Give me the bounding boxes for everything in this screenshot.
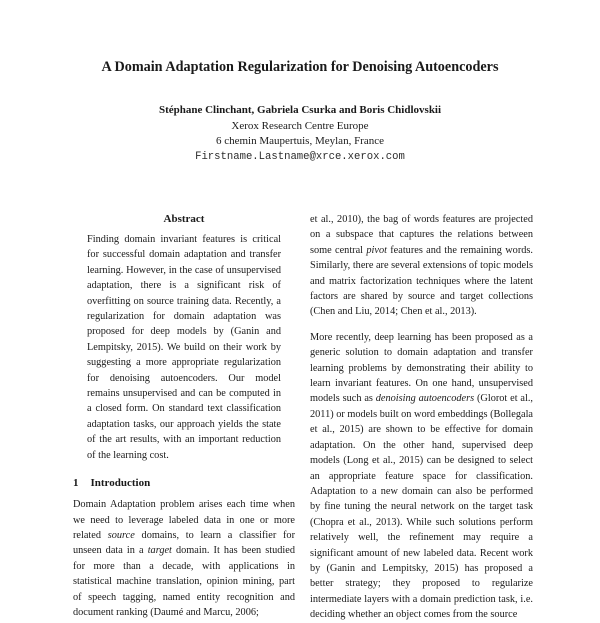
- left-column: [73, 212, 295, 620]
- right-paragraph-2: More recently, deep learning has been proposed as a generic solution to domain adaptation and transfer learning problems by demonstrating their ability to learn invariant features. On one hand, unsupervised models such as denoising autoencoders (Glorot et al., 2011) or models built on word embeddings (Bollegala et al., 2015) are shown to be effective for domain adaptation. On the other hand, supervised deep models (Long et al., 2015) can be designed to select an appropriate feature space for classification. Adaptation to a new domain can also be performed by fine tuning the neural network on the target task (Chopra et al., 2013). While such solutions perform relatively well, the refinement may require a significant amount of new labeled data. Recent work by (Ganin and Lempitsky, 2015) has proposed a better strategy; they proposed to regularize intermediate layers with a domain prediction task, i.e. deciding whether an object comes from the source: [310, 331, 534, 621]
- paper-title: A Domain Adaptation Regularization for Denoising Autoencoders: [101, 59, 499, 75]
- author-block: [0, 103, 600, 165]
- address: 6 chemin Maupertuis, Meylan, France: [215, 135, 384, 147]
- section-title: Introduction: [90, 477, 151, 490]
- author-names: Stéphane Clinchant, Gabriela Csurka and Boris Chidlovskii: [158, 104, 442, 116]
- right-paragraph-1: et al., 2010), the bag of words features are projected on a subspace that captures the relations between some central pivot features and the remaining words. Similarly, there are several extensions of topic models and matrix factorization techniques where the latent factors are shared by source and target collections (Chen and Liu, 2014; Chen et al., 2013).: [310, 214, 533, 318]
- emphasis-denoising-autoencoders: denoising autoencoders: [375, 393, 475, 405]
- section-heading-introduction: [73, 476, 295, 491]
- section-number: 1: [73, 477, 79, 490]
- introduction-paragraph: Domain Adaptation problem arises each time when we need to leverage labeled data in one or more related source domains, to learn a classifier for unseen data in a target domain. It has been studied for more than a decade, with applications in statistical machine translation, opinion mining, part of speech tagging, named entity recognition and document ranking (Daumé and Marcu, 2006;: [73, 499, 296, 618]
- emphasis-pivot: pivot: [366, 244, 387, 256]
- author-email: Firstname.Lastname@xrce.xerox.com: [195, 150, 405, 163]
- abstract-heading: Abstract: [163, 213, 205, 225]
- emphasis-source: source: [107, 529, 135, 541]
- right-column: [310, 212, 533, 623]
- emphasis-target: target: [147, 545, 172, 557]
- abstract-text: Finding domain invariant features is critical for successful domain adaptation and transfer learning. However, in the case of unsupervised adaptation, there is a significant risk of overfitting on source training data. Recently, a regularization for domain adaptation was proposed for deep models by (Ganin and Lempitsky, 2015). We build on their work by suggesting a more appropriate regularization for denoising autoencoders. Our model remains unsupervised and can be computed in a closed form. On standard text classification adaptation tasks, our approach yields the state of the art results, with an important reduction of the learning cost.: [87, 234, 281, 461]
- affiliation: Xerox Research Centre Europe: [231, 119, 369, 132]
